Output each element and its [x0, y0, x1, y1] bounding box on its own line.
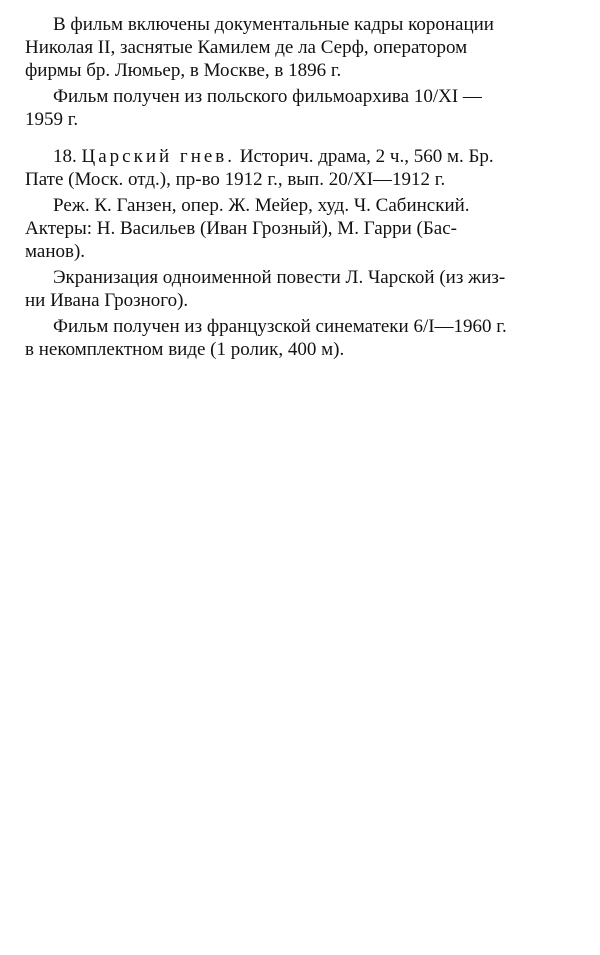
- entry-separator: [25, 134, 575, 145]
- paragraph-credits: [25, 194, 575, 263]
- text-line: Фильм получен из французской синематеки 6/I—1960 г.: [53, 316, 507, 337]
- text-line: Фильм получен из польского фильмоархива 10/XI —: [53, 86, 482, 107]
- paragraph-coronation-footage: [25, 13, 575, 82]
- text-line: фирмы бр. Люмьер, в Москве, в 1896 г.: [25, 60, 342, 81]
- entry-first-line: [25, 145, 575, 168]
- text-line: ни Ивана Грозного).: [25, 290, 189, 311]
- entry-description: Историч. драма, 2 ч., 560 м. Бр.: [239, 146, 494, 167]
- document-page: [25, 13, 575, 364]
- film-entry-header: [25, 145, 575, 191]
- entry-title: Царский гнев.: [81, 146, 236, 167]
- text-line: В фильм включены документальные кадры коронации: [53, 14, 494, 35]
- paragraph-adaptation: [25, 266, 575, 312]
- paragraph-cinematheque-source: [25, 315, 575, 361]
- paragraph-archive-source: [25, 85, 575, 131]
- text-line: манов).: [25, 241, 86, 262]
- text-line: Николая II, заснятые Камилем де ла Серф, оператором: [25, 37, 468, 58]
- text-line: Актеры: Н. Васильев (Иван Грозный), М. Гарри (Бас-: [25, 218, 457, 239]
- entry-number: 18.: [53, 146, 77, 167]
- text-line: в некомплектном виде (1 ролик, 400 м).: [25, 339, 345, 360]
- text-line: 1959 г.: [25, 109, 79, 130]
- text-line: Экранизация одноименной повести Л. Чарской (из жиз-: [53, 267, 506, 288]
- text-line: Реж. К. Ганзен, опер. Ж. Мейер, худ. Ч. Сабинский.: [53, 195, 470, 216]
- entry-production-line: Пате (Моск. отд.), пр-во 1912 г., вып. 20/XI—1912 г.: [25, 169, 446, 190]
